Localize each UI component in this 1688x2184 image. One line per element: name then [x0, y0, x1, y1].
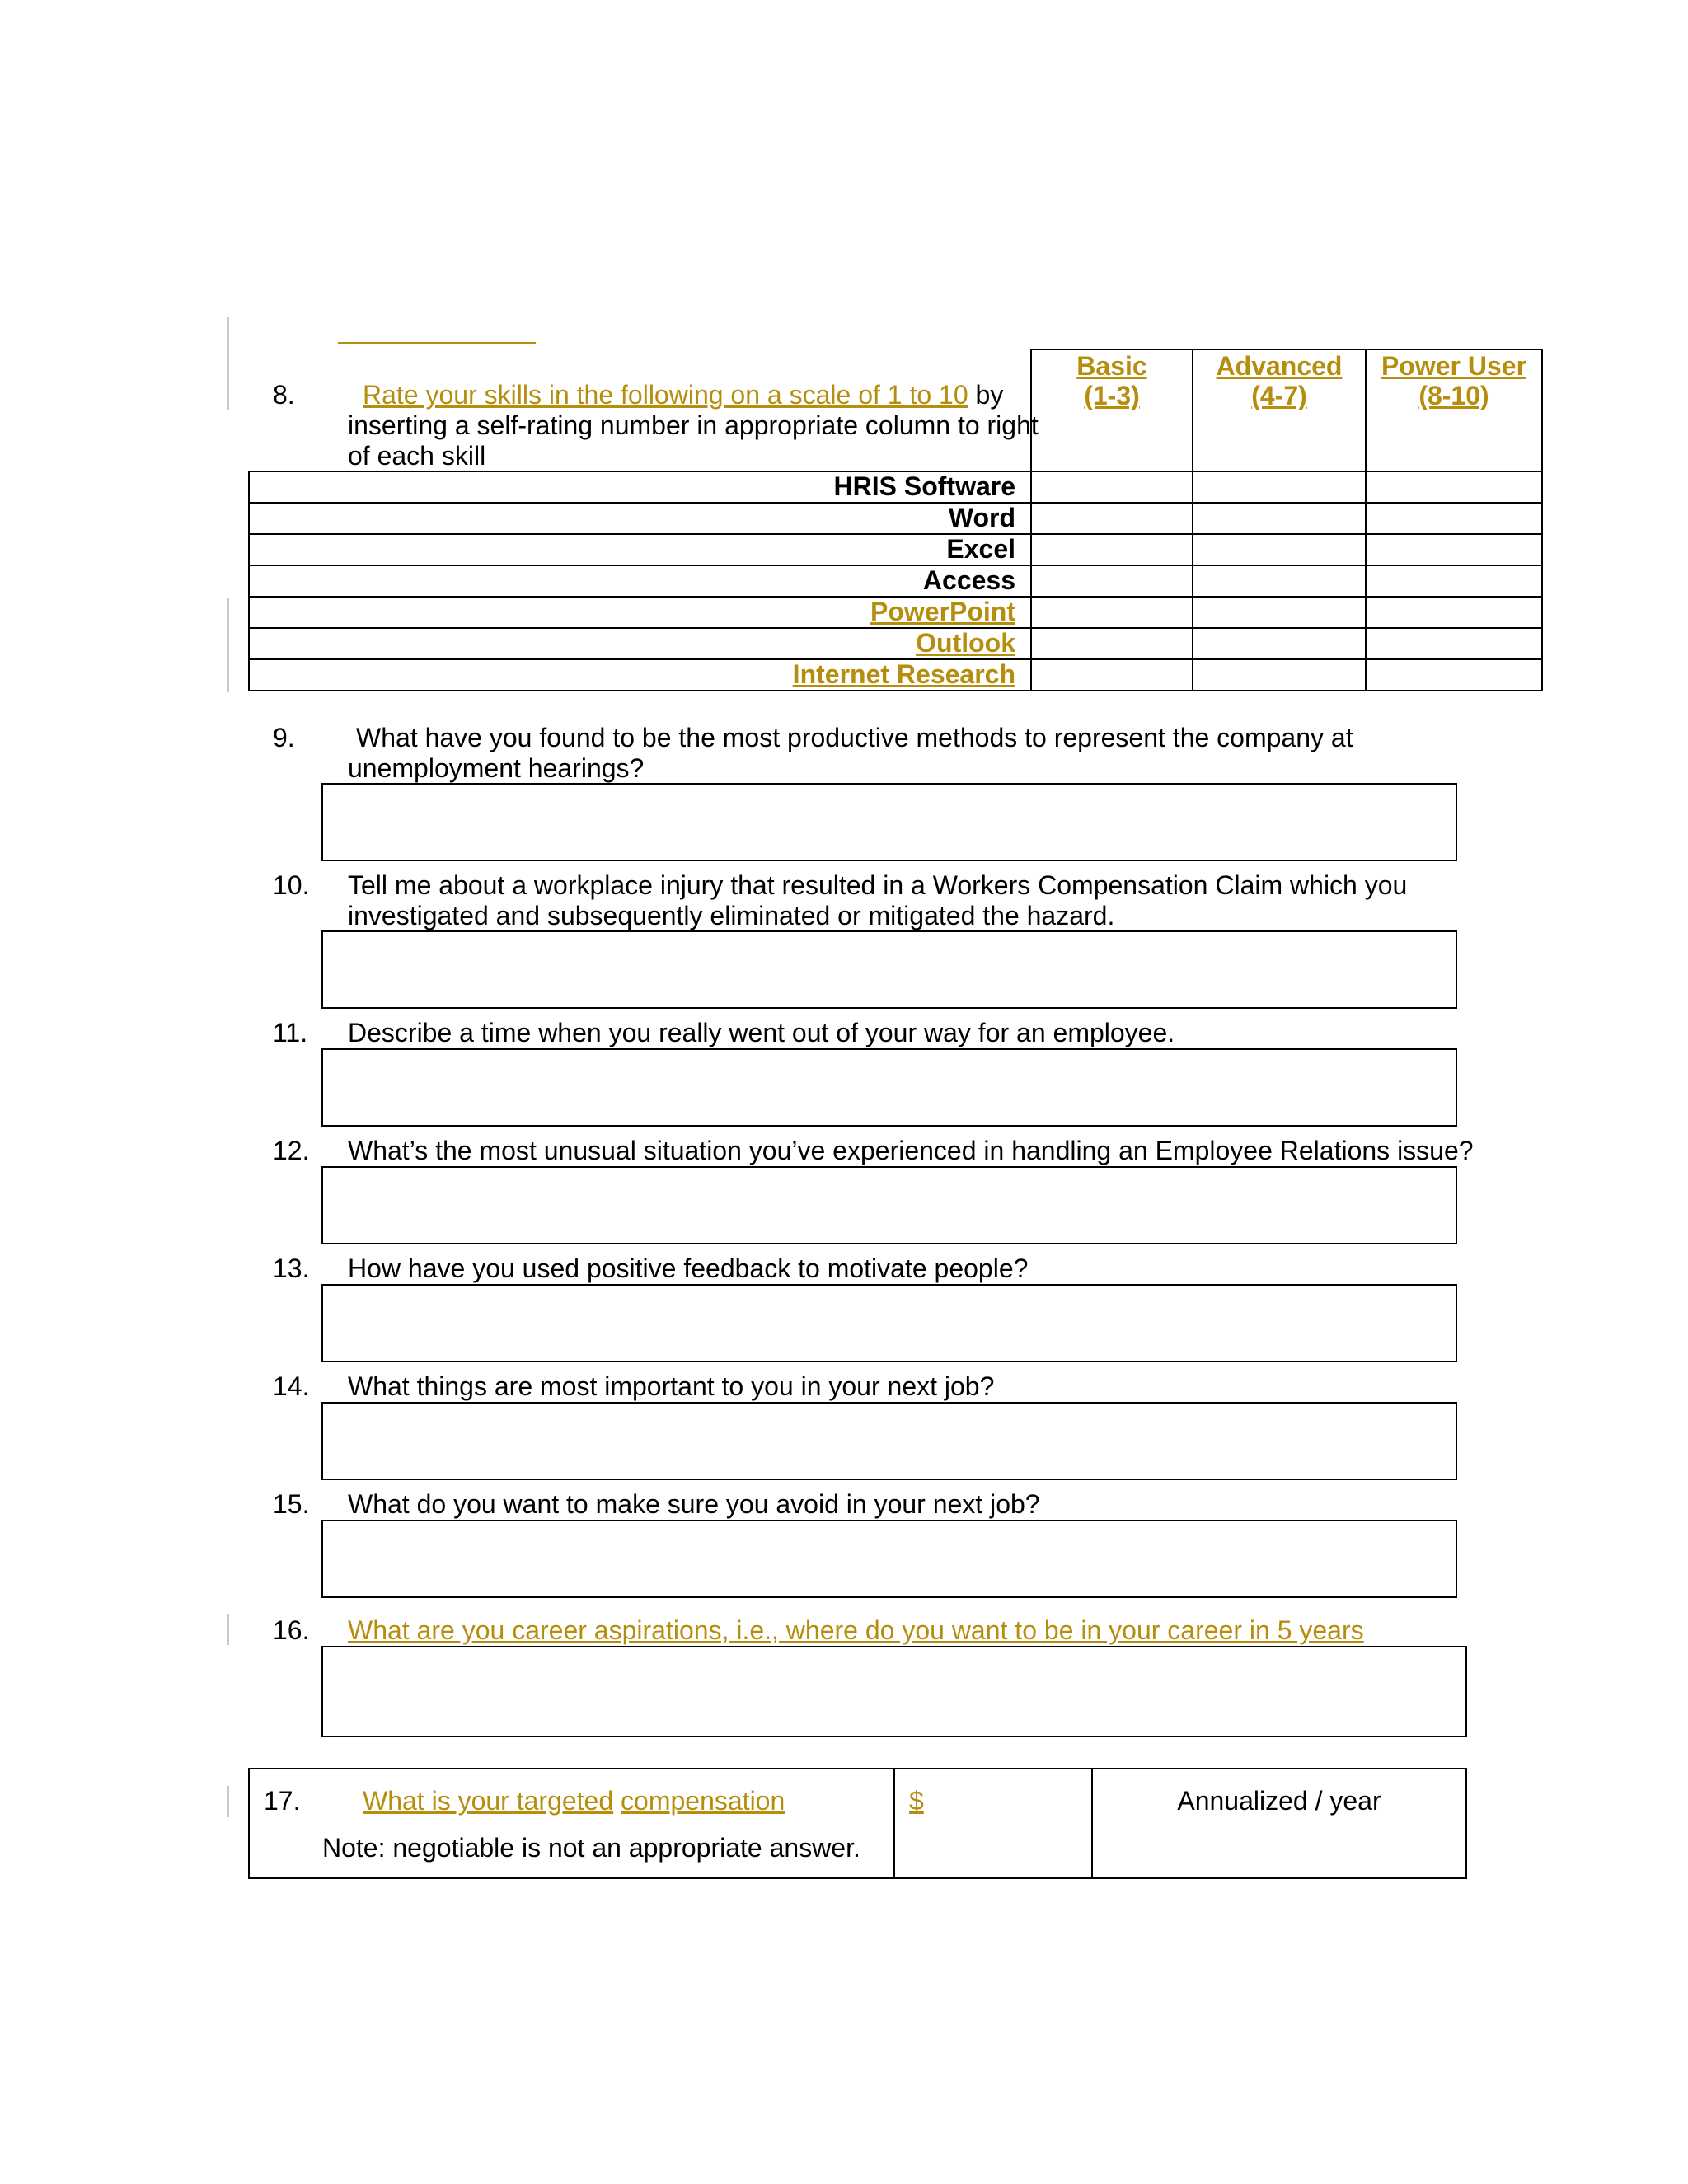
- question-15-number: 15.: [273, 1489, 310, 1519]
- tracked-blank-line: [338, 342, 536, 344]
- question-9-number: 9.: [273, 723, 295, 752]
- skill-label: Internet Research: [792, 659, 1015, 689]
- question-16-number: 16.: [273, 1615, 310, 1645]
- rating-cell-outlook-power[interactable]: [1367, 629, 1541, 658]
- skill-label: Excel: [946, 534, 1015, 564]
- rating-cell-outlook-basic[interactable]: [1032, 629, 1192, 658]
- rating-cell-hris-basic[interactable]: [1032, 472, 1192, 502]
- question-17-note: Note: negotiable is not an appropriate answer.: [322, 1833, 860, 1863]
- change-bar: [227, 317, 229, 354]
- rating-cell-outlook-advanced[interactable]: [1193, 629, 1365, 658]
- answer-box-11[interactable]: [321, 1048, 1457, 1127]
- column-power-user: [1367, 351, 1541, 410]
- skill-label: HRIS Software: [833, 471, 1015, 501]
- rating-cell-word-basic[interactable]: [1032, 504, 1192, 533]
- question-8-prompt-tracked: Rate your skills in the following on a scale of 1 to 10: [363, 380, 968, 410]
- rating-cell-excel-advanced[interactable]: [1193, 535, 1365, 565]
- rating-cell-powerpoint-basic[interactable]: [1032, 598, 1192, 627]
- question-8-line3: of each skill: [348, 441, 486, 471]
- question-17-prompt-a: What is your targeted: [363, 1786, 614, 1816]
- answer-box-9[interactable]: [321, 783, 1457, 861]
- compensation-currency: $: [909, 1786, 924, 1816]
- rating-cell-excel-power[interactable]: [1367, 535, 1541, 565]
- question-14-text: What things are most important to you in your next job?: [348, 1371, 995, 1401]
- rating-cell-word-power[interactable]: [1367, 504, 1541, 533]
- skill-label: PowerPoint: [870, 597, 1015, 626]
- change-bar: [227, 598, 229, 692]
- question-9-line2: unemployment hearings?: [348, 753, 645, 783]
- rating-cell-access-basic[interactable]: [1032, 566, 1192, 596]
- column-power-label-a: Power: [1381, 351, 1461, 381]
- question-10-line2: investigated and subsequently eliminated or mitigated the hazard.: [348, 901, 1115, 930]
- question-13-text: How have you used positive feedback to motivate people?: [348, 1254, 1029, 1283]
- column-basic-label: Basic: [1076, 351, 1147, 381]
- question-8-line2: inserting a self-rating number in appropriate column to right: [348, 410, 1039, 440]
- column-power-user-range: (8-10): [1418, 381, 1489, 410]
- question-13-number: 13.: [273, 1254, 310, 1283]
- question-10-line1: Tell me about a workplace injury that resulted in a Workers Compensation Claim which you: [348, 870, 1408, 900]
- question-15-text: What do you want to make sure you avoid in your next job?: [348, 1489, 1040, 1519]
- question-17-prompt-b: compensation: [621, 1786, 785, 1816]
- answer-box-10[interactable]: [321, 930, 1457, 1009]
- skill-label: Outlook: [916, 628, 1015, 658]
- question-17-number: 17.: [264, 1786, 301, 1816]
- question-10-number: 10.: [273, 870, 310, 900]
- rating-cell-excel-basic[interactable]: [1032, 535, 1192, 565]
- rating-cell-research-advanced[interactable]: [1193, 660, 1365, 690]
- rating-cell-powerpoint-advanced[interactable]: [1193, 598, 1365, 627]
- question-17-prompt: [363, 1786, 785, 1816]
- answer-box-14[interactable]: [321, 1402, 1457, 1480]
- rating-cell-access-advanced[interactable]: [1193, 566, 1365, 596]
- question-8-number: 8.: [273, 380, 295, 410]
- question-16-text: What are you career aspirations, i.e., where do you want to be in your career in 5 years: [348, 1615, 1364, 1645]
- rating-cell-research-power[interactable]: [1367, 660, 1541, 690]
- answer-box-13[interactable]: [321, 1284, 1457, 1362]
- column-advanced: [1193, 351, 1365, 410]
- column-advanced-range: (4-7): [1251, 381, 1307, 410]
- question-11-text: Describe a time when you really went out of your way for an employee.: [348, 1018, 1175, 1047]
- change-bar: [227, 1614, 229, 1645]
- column-basic-range: (1-3): [1084, 381, 1140, 410]
- column-power-label-b: User: [1467, 351, 1527, 381]
- rating-cell-hris-power[interactable]: [1367, 472, 1541, 502]
- question-8-prompt: [363, 380, 1003, 410]
- rating-cell-word-advanced[interactable]: [1193, 504, 1365, 533]
- answer-box-12[interactable]: [321, 1166, 1457, 1244]
- question-9-line1: What have you found to be the most productive methods to represent the company at: [356, 723, 1353, 752]
- answer-box-16[interactable]: [321, 1646, 1467, 1737]
- rating-cell-powerpoint-power[interactable]: [1367, 598, 1541, 627]
- skill-label: Access: [922, 565, 1015, 595]
- question-8-prompt-rest: by: [968, 380, 1004, 410]
- rating-cell-access-power[interactable]: [1367, 566, 1541, 596]
- column-advanced-label: Advanced: [1216, 351, 1343, 381]
- column-power-user-label: [1367, 351, 1541, 381]
- rating-cell-research-basic[interactable]: [1032, 660, 1192, 690]
- column-basic: [1032, 351, 1192, 410]
- skill-label: Word: [948, 503, 1015, 532]
- question-14-number: 14.: [273, 1371, 310, 1401]
- question-12-text: What’s the most unusual situation you’ve experienced in handling an Employee Relations issue?: [348, 1136, 1474, 1165]
- rating-cell-hris-advanced[interactable]: [1193, 472, 1365, 502]
- change-bar: [227, 350, 229, 410]
- question-11-number: 11.: [273, 1018, 308, 1047]
- compensation-amount-input[interactable]: [895, 1769, 1090, 1877]
- change-bar: [227, 1786, 229, 1817]
- question-12-number: 12.: [273, 1136, 310, 1165]
- compensation-unit: Annualized / year: [1177, 1786, 1381, 1816]
- answer-box-15[interactable]: [321, 1520, 1457, 1598]
